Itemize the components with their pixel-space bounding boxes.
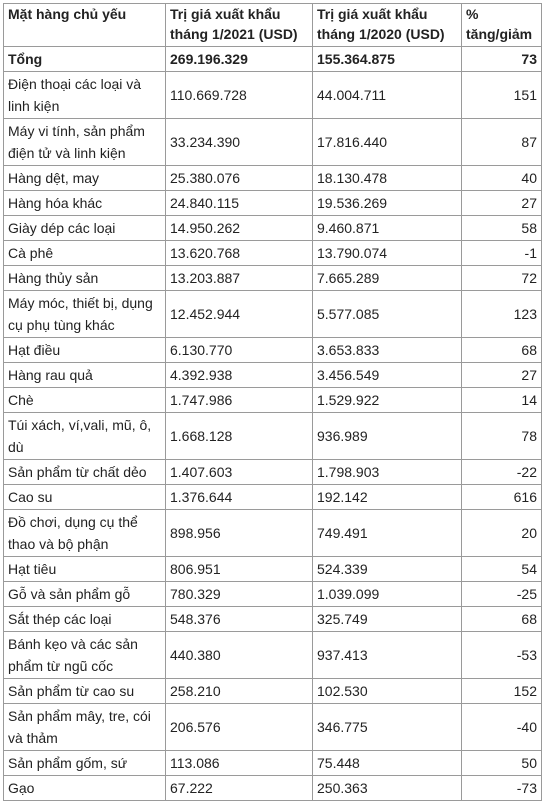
- value-2021: 548.376: [166, 607, 313, 632]
- value-2021: 206.576: [166, 704, 313, 751]
- value-2020: 3.653.833: [313, 338, 462, 363]
- table-row: [4, 632, 542, 679]
- item-name: Đồ chơi, dụng cụ thể thao và bộ phận: [4, 510, 166, 557]
- value-2020: 1.529.922: [313, 388, 462, 413]
- header-value-2020: Trị giá xuất khẩu tháng 1/2020 (USD): [313, 4, 462, 47]
- table-row: [4, 510, 542, 557]
- table-row: [4, 776, 542, 801]
- value-2020: 44.004.711: [313, 72, 462, 119]
- total-value-2021: 269.196.329: [166, 47, 313, 72]
- change-percent: 14: [462, 388, 542, 413]
- change-percent: 20: [462, 510, 542, 557]
- table-row: [4, 241, 542, 266]
- value-2021: 14.950.262: [166, 216, 313, 241]
- item-name: Điện thoại các loại và linh kiện: [4, 72, 166, 119]
- table-row: [4, 751, 542, 776]
- item-name: Cao su: [4, 485, 166, 510]
- item-name: Hạt tiêu: [4, 557, 166, 582]
- table-row: [4, 291, 542, 338]
- table-row: [4, 388, 542, 413]
- value-2020: 5.577.085: [313, 291, 462, 338]
- item-name: Túi xách, ví,vali, mũ, ô, dù: [4, 413, 166, 460]
- item-name: Chè: [4, 388, 166, 413]
- value-2021: 33.234.390: [166, 119, 313, 166]
- table-row: [4, 72, 542, 119]
- item-name: Bánh kẹo và các sản phẩm từ ngũ cốc: [4, 632, 166, 679]
- value-2020: 937.413: [313, 632, 462, 679]
- item-name: Sản phẩm từ cao su: [4, 679, 166, 704]
- item-name: Hàng dệt, may: [4, 166, 166, 191]
- table-row: [4, 460, 542, 485]
- value-2020: 18.130.478: [313, 166, 462, 191]
- value-2020: 1.798.903: [313, 460, 462, 485]
- value-2021: 806.951: [166, 557, 313, 582]
- value-2021: 67.222: [166, 776, 313, 801]
- value-2020: 936.989: [313, 413, 462, 460]
- value-2020: 102.530: [313, 679, 462, 704]
- value-2020: 325.749: [313, 607, 462, 632]
- header-change: % tăng/giảm: [462, 4, 542, 47]
- change-percent: 78: [462, 413, 542, 460]
- table-row: [4, 119, 542, 166]
- value-2021: 258.210: [166, 679, 313, 704]
- item-name: Giày dép các loại: [4, 216, 166, 241]
- value-2020: 9.460.871: [313, 216, 462, 241]
- change-percent: -22: [462, 460, 542, 485]
- item-name: Hàng thủy sản: [4, 266, 166, 291]
- change-percent: 616: [462, 485, 542, 510]
- item-name: Gạo: [4, 776, 166, 801]
- value-2021: 4.392.938: [166, 363, 313, 388]
- table-row: [4, 166, 542, 191]
- value-2020: 250.363: [313, 776, 462, 801]
- item-name: Gỗ và sản phẩm gỗ: [4, 582, 166, 607]
- value-2020: 75.448: [313, 751, 462, 776]
- value-2021: 440.380: [166, 632, 313, 679]
- value-2020: 524.339: [313, 557, 462, 582]
- table-row: [4, 704, 542, 751]
- change-percent: -25: [462, 582, 542, 607]
- item-name: Sắt thép các loại: [4, 607, 166, 632]
- table-row: [4, 413, 542, 460]
- item-name: Sản phẩm từ chất dẻo: [4, 460, 166, 485]
- item-name: Sản phẩm mây, tre, cói và thảm: [4, 704, 166, 751]
- export-table-body: [4, 4, 542, 801]
- value-2021: 110.669.728: [166, 72, 313, 119]
- change-percent: -73: [462, 776, 542, 801]
- value-2020: 13.790.074: [313, 241, 462, 266]
- value-2021: 898.956: [166, 510, 313, 557]
- value-2020: 346.775: [313, 704, 462, 751]
- value-2021: 780.329: [166, 582, 313, 607]
- change-percent: 27: [462, 363, 542, 388]
- total-name: Tổng: [4, 47, 166, 72]
- item-name: Hàng hóa khác: [4, 191, 166, 216]
- change-percent: 40: [462, 166, 542, 191]
- table-row: [4, 679, 542, 704]
- table-row: [4, 338, 542, 363]
- item-name: Hàng rau quả: [4, 363, 166, 388]
- change-percent: 68: [462, 338, 542, 363]
- value-2020: 749.491: [313, 510, 462, 557]
- value-2021: 24.840.115: [166, 191, 313, 216]
- value-2021: 6.130.770: [166, 338, 313, 363]
- table-row: [4, 191, 542, 216]
- change-percent: 58: [462, 216, 542, 241]
- header-item: Mặt hàng chủ yếu: [4, 4, 166, 47]
- total-row: [4, 47, 542, 72]
- value-2020: 1.039.099: [313, 582, 462, 607]
- header-row: [4, 4, 542, 47]
- change-percent: 68: [462, 607, 542, 632]
- value-2021: 25.380.076: [166, 166, 313, 191]
- value-2020: 192.142: [313, 485, 462, 510]
- value-2020: 19.536.269: [313, 191, 462, 216]
- change-percent: 50: [462, 751, 542, 776]
- table-row: [4, 485, 542, 510]
- item-name: Máy vi tính, sản phẩm điện tử và linh kiện: [4, 119, 166, 166]
- item-name: Cà phê: [4, 241, 166, 266]
- table-row: [4, 607, 542, 632]
- total-value-2020: 155.364.875: [313, 47, 462, 72]
- item-name: Hạt điều: [4, 338, 166, 363]
- change-percent: 27: [462, 191, 542, 216]
- value-2021: 12.452.944: [166, 291, 313, 338]
- value-2021: 1.747.986: [166, 388, 313, 413]
- value-2020: 3.456.549: [313, 363, 462, 388]
- change-percent: 152: [462, 679, 542, 704]
- change-percent: -53: [462, 632, 542, 679]
- change-percent: 151: [462, 72, 542, 119]
- value-2021: 1.376.644: [166, 485, 313, 510]
- change-percent: -1: [462, 241, 542, 266]
- header-value-2021: Trị giá xuất khẩu tháng 1/2021 (USD): [166, 4, 313, 47]
- change-percent: 72: [462, 266, 542, 291]
- table-row: [4, 266, 542, 291]
- value-2021: 13.203.887: [166, 266, 313, 291]
- total-change: 73: [462, 47, 542, 72]
- change-percent: 54: [462, 557, 542, 582]
- export-table: [3, 3, 542, 801]
- item-name: Sản phẩm gốm, sứ: [4, 751, 166, 776]
- change-percent: 87: [462, 119, 542, 166]
- change-percent: -40: [462, 704, 542, 751]
- value-2021: 1.668.128: [166, 413, 313, 460]
- value-2020: 7.665.289: [313, 266, 462, 291]
- value-2021: 13.620.768: [166, 241, 313, 266]
- item-name: Máy móc, thiết bị, dụng cụ phụ tùng khác: [4, 291, 166, 338]
- value-2020: 17.816.440: [313, 119, 462, 166]
- value-2021: 113.086: [166, 751, 313, 776]
- table-row: [4, 363, 542, 388]
- change-percent: 123: [462, 291, 542, 338]
- table-row: [4, 216, 542, 241]
- value-2021: 1.407.603: [166, 460, 313, 485]
- table-row: [4, 582, 542, 607]
- table-row: [4, 557, 542, 582]
